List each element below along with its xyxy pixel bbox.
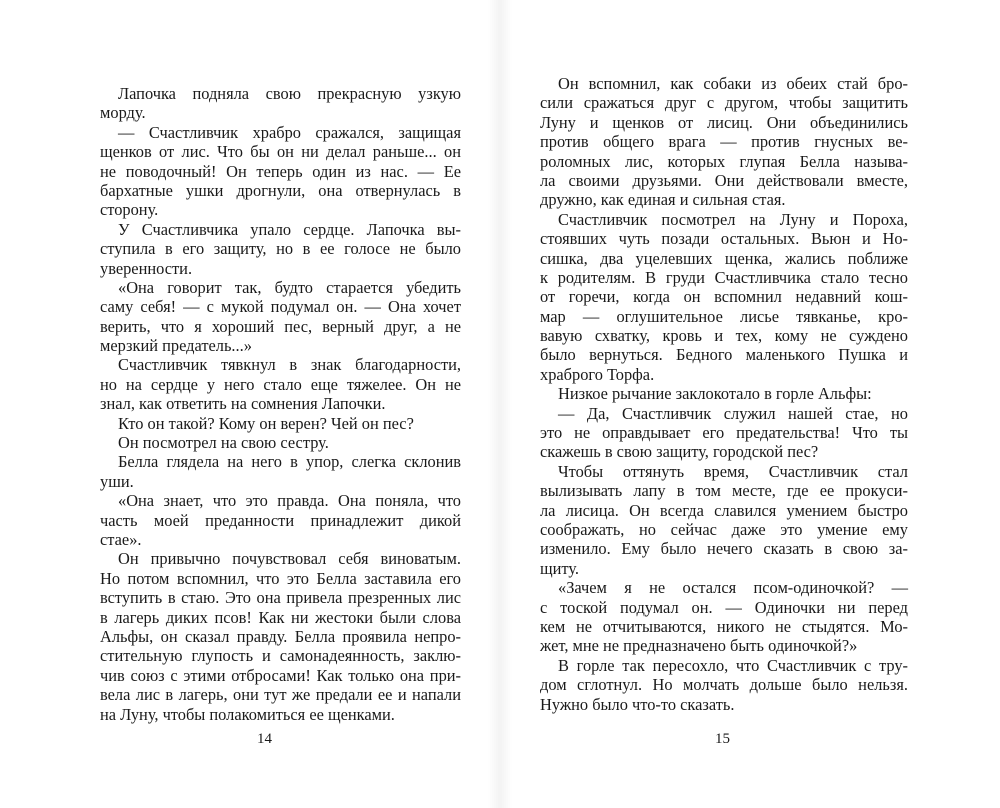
text-line: знал, как ответить на сомнения Лапочки. [100,394,386,414]
text-line: соображать, но сейчас даже это умение ему [540,519,908,539]
text-line: но на сердце у него стало еще тяжелее. Он не [100,374,461,394]
text-line: мерзкий предатель...» [100,336,252,356]
text-line: жет, мне не предназначено быть одиночкой?» [540,636,858,656]
text-line: роломных лис, которых глупая Белла называ- [540,151,908,171]
text-line: сторону. [100,200,159,220]
paragraph [540,462,908,578]
text-line: от горечи, когда он вспомнил недавний кош- [540,287,908,307]
text-line: «Она говорит так, будто старается убедить [118,277,461,297]
text-line: Лапочка подняла свою прекрасную узкую [118,84,461,103]
text-line: уверенности. [100,258,193,278]
book-spine [488,0,512,808]
text-line: не поводочный! Он теперь один из нас. — Ее [100,161,461,181]
text-line: Он посмотрел на свою сестру. [118,433,329,453]
text-line: стоявших чуть позади остальных. Вьюн и Но- [540,229,908,249]
text-line: дружно, как единая и сильная стая. [540,190,786,210]
text-line: вела лис в лагерь, они тут же предали ее и напали [100,685,461,705]
paragraph [100,355,461,413]
text-line: изменило. Ему было нечего сказать в свою за- [540,539,908,559]
text-line: стае». [100,529,142,549]
text-line: «Зачем я не остался псом-одиночкой? — [558,578,908,598]
text-line: Нужно было что-то сказать. [540,694,735,714]
paragraph [540,384,908,403]
text-line: Счастливчик посмотрел на Луну и Пороха, [558,209,908,229]
paragraph [100,452,461,491]
text-line: Луну и щенков от лисиц. Они объединились [540,112,908,132]
paragraph [100,123,461,220]
text-line: часть моей преданности принадлежит дикой [100,510,461,530]
text-line: — Счастливчик храбро сражался, защищая [118,122,461,142]
text-line: мар — оглушительное лисье тявканье, кро- [540,306,908,326]
text-line: Белла глядела на него в упор, слегка склонив [118,452,461,472]
paragraph [100,433,461,452]
text-line: дом сглотнул. Но молчать дольше было нельзя. [540,675,908,695]
text-line: скажешь в свою защиту, городской пес? [540,442,819,462]
text-line: Он вспомнил, как собаки из обеих стай бро- [558,74,908,93]
text-line: с тоской подумал он. — Одиночки ни перед [540,597,908,617]
paragraph [100,414,461,433]
paragraph [540,656,908,714]
text-line: сишка, два уцелевших щенка, жались поближе [540,248,908,268]
text-line: вылизывать лапу в том месте, где ее прокуси- [540,481,908,501]
text-line: щиту. [540,558,579,578]
text-line: Низкое рычание заклокотало в горле Альфы: [558,384,872,404]
paragraph [540,74,908,210]
text-line: Кто он такой? Кому он верен? Чей он пес? [118,413,414,433]
paragraph [540,210,908,385]
page-number-left: 14 [257,731,272,747]
page-number-right: 15 [715,731,730,747]
text-line: щенков от лис. Что бы он ни делал раньше... он [100,142,461,162]
text-line: ступила в его защиту, но в ее голосе не было [100,239,461,259]
paragraph [100,84,461,123]
text-line: Чтобы оттянуть время, Счастливчик стал [558,461,908,481]
text-line: это не оправдывает его предательства! Что ты [540,423,908,443]
text-line: У Счастливчика упало сердце. Лапочка вы- [118,219,461,239]
text-line: в лагерь диких псов! Как ни жестоки были слова [100,607,461,627]
text-line: к родителям. В груди Счастливчика стало тесно [540,267,908,287]
text-line: ла своими друзьями. Они действовали вместе, [540,170,908,190]
paragraph [100,278,461,356]
text-line: — Да, Счастливчик служил нашей стае, но [558,403,908,423]
paragraph [540,578,908,656]
text-line: вавую схватку, кровь и тех, кому не суждено [540,326,908,346]
text-line: против общего врага — против гнусных ве- [540,132,908,152]
text-line: верить, что я хороший пес, верный друг, а не [100,316,461,336]
left-page-text [100,84,461,724]
text-line: Он привычно почувствовал себя виноватым. [118,549,461,569]
text-line: чив союз с этими отбросами! Как только она при- [100,665,461,685]
text-line: Альфы, он сказал правду. Белла проявила непро- [100,626,461,646]
paragraph [540,404,908,462]
paragraph [100,549,461,724]
text-line: морду. [100,103,146,123]
text-line: «Она знает, что это правда. Она поняла, что [118,491,461,511]
text-line: стительную глупость и самонадеянность, заклю- [100,646,461,666]
text-line: сили сражаться друг с другом, чтобы защитить [540,93,908,113]
text-line: было вернуться. Бедного маленького Пушка и [540,345,908,365]
text-line: на Луну, чтобы полакомиться ее щенками. [100,704,395,724]
right-page-text [540,74,908,714]
text-line: вступить в стаю. Это она привела презренных лис [100,588,461,608]
text-line: бархатные ушки дрогнули, она отвернулась в [100,180,461,200]
paragraph [100,491,461,549]
text-line: саму себя! — с мукой подумал он. — Она хочет [100,297,461,317]
text-line: храброго Торфа. [540,364,655,384]
text-line: кем не отчитываются, никого не стыдятся. Мо- [540,616,908,636]
text-line: Счастливчик тявкнул в знак благодарности, [118,355,461,375]
text-line: Но потом вспомнил, что это Белла заставила его [100,568,461,588]
paragraph [100,220,461,278]
text-line: ла лисица. Он всегда славился умением быстро [540,500,908,520]
text-line: уши. [100,471,134,491]
text-line: В горле так пересохло, что Счастливчик с тру- [558,655,908,675]
